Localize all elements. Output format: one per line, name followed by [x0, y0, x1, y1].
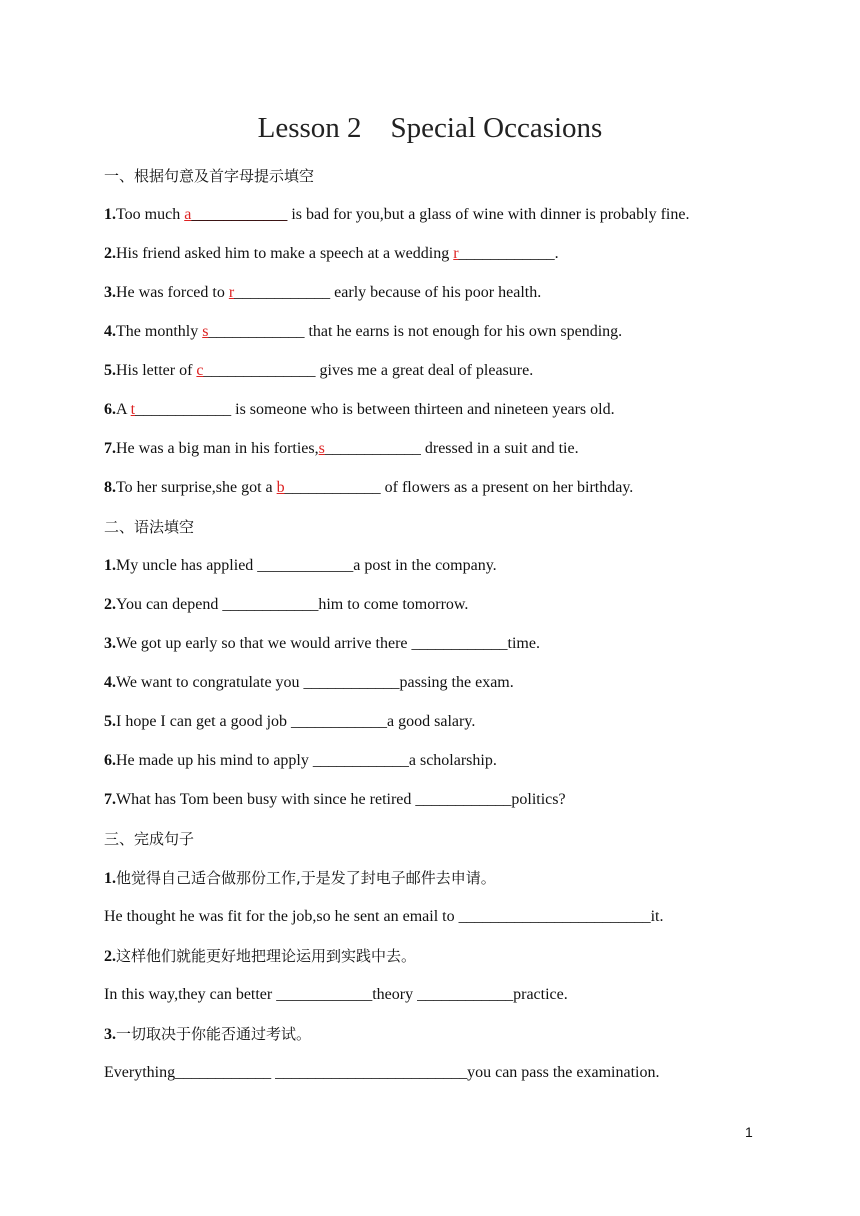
exercise-1-item-5	[104, 361, 533, 381]
item-number: 6.	[104, 752, 116, 769]
item-text-pre: He was a big man in his forties,	[116, 440, 319, 457]
item-number: 1.	[104, 870, 116, 887]
exercise-3-item-2-english: In this way,they can better ____________theory ____________practice.	[104, 986, 568, 1003]
item-text: I hope I can get a good job ____________a good salary.	[116, 713, 476, 730]
answer-blank[interactable]: ____________	[324, 440, 421, 457]
hint-letter: r	[453, 245, 459, 262]
exercise-2-item-7	[104, 790, 566, 810]
hint-letter: c	[196, 362, 204, 379]
item-number: 5.	[104, 713, 116, 730]
item-text-pre: Too much	[116, 206, 185, 223]
exercise-1-item-1	[104, 205, 689, 225]
item-text-post: dressed in a suit and tie.	[420, 440, 579, 457]
item-number: 2.	[104, 948, 116, 965]
item-number: 8.	[104, 479, 116, 496]
item-text-post: early because of his poor health.	[330, 284, 542, 301]
item-text-pre: The monthly	[116, 323, 203, 340]
item-number: 4.	[104, 674, 116, 691]
item-text-post: that he earns is not enough for his own spending.	[304, 323, 623, 340]
item-number: 1.	[104, 557, 116, 574]
exercise-2-item-6	[104, 751, 497, 771]
hint-letter: s	[318, 440, 325, 457]
exercise-2-item-2	[104, 595, 468, 615]
hint-letter: s	[202, 323, 209, 340]
item-text-pre: He was forced to	[116, 284, 229, 301]
section-heading-2: 二、语法填空	[104, 518, 195, 536]
item-text-pre: To her surprise,she got a	[116, 479, 277, 496]
item-text: You can depend ____________him to come tomorrow.	[116, 596, 469, 613]
section-heading-1: 一、根据句意及首字母提示填空	[104, 167, 315, 185]
exercise-3-item-1-english: He thought he was fit for the job,so he sent an email to ________________________it.	[104, 908, 664, 925]
answer-blank[interactable]: ____________	[208, 323, 305, 340]
item-text: We got up early so that we would arrive there ____________time.	[116, 635, 540, 652]
exercise-2-item-5	[104, 712, 475, 732]
item-text-pre: His letter of	[116, 362, 197, 379]
exercise-2-item-1	[104, 556, 497, 576]
answer-blank[interactable]: ____________	[284, 479, 381, 496]
answer-blank[interactable]: ____________	[191, 206, 288, 223]
item-text-pre: A	[116, 401, 131, 418]
item-text-post: .	[554, 245, 559, 262]
chinese-prompt: 一切取决于你能否通过考试。	[116, 1025, 312, 1043]
exercise-1-item-8	[104, 478, 633, 498]
item-text-pre: His friend asked him to make a speech at a wedding	[116, 245, 454, 262]
item-text: My uncle has applied ____________a post in the company.	[116, 557, 497, 574]
exercise-2-item-4	[104, 673, 514, 693]
section-heading-3: 三、完成句子	[104, 830, 195, 848]
page-title: Lesson 2 Special Occasions	[257, 112, 603, 144]
answer-blank[interactable]: ____________	[458, 245, 555, 262]
answer-blank[interactable]: ____________	[234, 284, 331, 301]
item-text-post: of flowers as a present on her birthday.	[380, 479, 634, 496]
exercise-3-item-1-chinese	[104, 868, 496, 889]
item-number: 3.	[104, 635, 116, 652]
exercise-1-item-3	[104, 283, 541, 303]
hint-letter: r	[228, 284, 235, 301]
answer-blank[interactable]: ______________	[203, 362, 316, 379]
exercise-3-item-2-chinese	[104, 946, 416, 967]
chinese-prompt: 他觉得自己适合做那份工作,于是发了封电子邮件去申请。	[116, 869, 496, 887]
item-number: 6.	[104, 401, 116, 418]
item-number: 7.	[104, 791, 116, 808]
item-text: He made up his mind to apply ____________a scholarship.	[116, 752, 497, 769]
exercise-2-item-3	[104, 634, 540, 654]
hint-letter: a	[184, 206, 192, 223]
item-number: 5.	[104, 362, 116, 379]
item-text-post: is bad for you,but a glass of wine with dinner is probably fine.	[287, 206, 690, 223]
exercise-1-item-7	[104, 439, 579, 459]
answer-blank[interactable]: ____________	[135, 401, 232, 418]
item-text: What has Tom been busy with since he retired ____________politics?	[116, 791, 566, 808]
item-number: 2.	[104, 245, 116, 262]
item-number: 2.	[104, 596, 116, 613]
item-number: 3.	[104, 284, 116, 301]
chinese-prompt: 这样他们就能更好地把理论运用到实践中去。	[116, 947, 417, 965]
hint-letter: t	[130, 401, 136, 418]
item-text-post: gives me a great deal of pleasure.	[315, 362, 534, 379]
item-number: 7.	[104, 440, 116, 457]
item-number: 3.	[104, 1026, 116, 1043]
item-text: We want to congratulate you ____________passing the exam.	[116, 674, 514, 691]
exercise-3-item-3-chinese	[104, 1024, 311, 1045]
exercise-1-item-4	[104, 322, 622, 342]
item-number: 4.	[104, 323, 116, 340]
exercise-1-item-6	[104, 400, 615, 420]
item-text-post: is someone who is between thirteen and nineteen years old.	[231, 401, 615, 418]
page-number: 1	[745, 1124, 753, 1140]
item-number: 1.	[104, 206, 116, 223]
exercise-3-item-3-english: Everything____________ ________________________you can pass the examination.	[104, 1064, 660, 1081]
exercise-1-item-2	[104, 244, 559, 264]
hint-letter: b	[276, 479, 285, 496]
